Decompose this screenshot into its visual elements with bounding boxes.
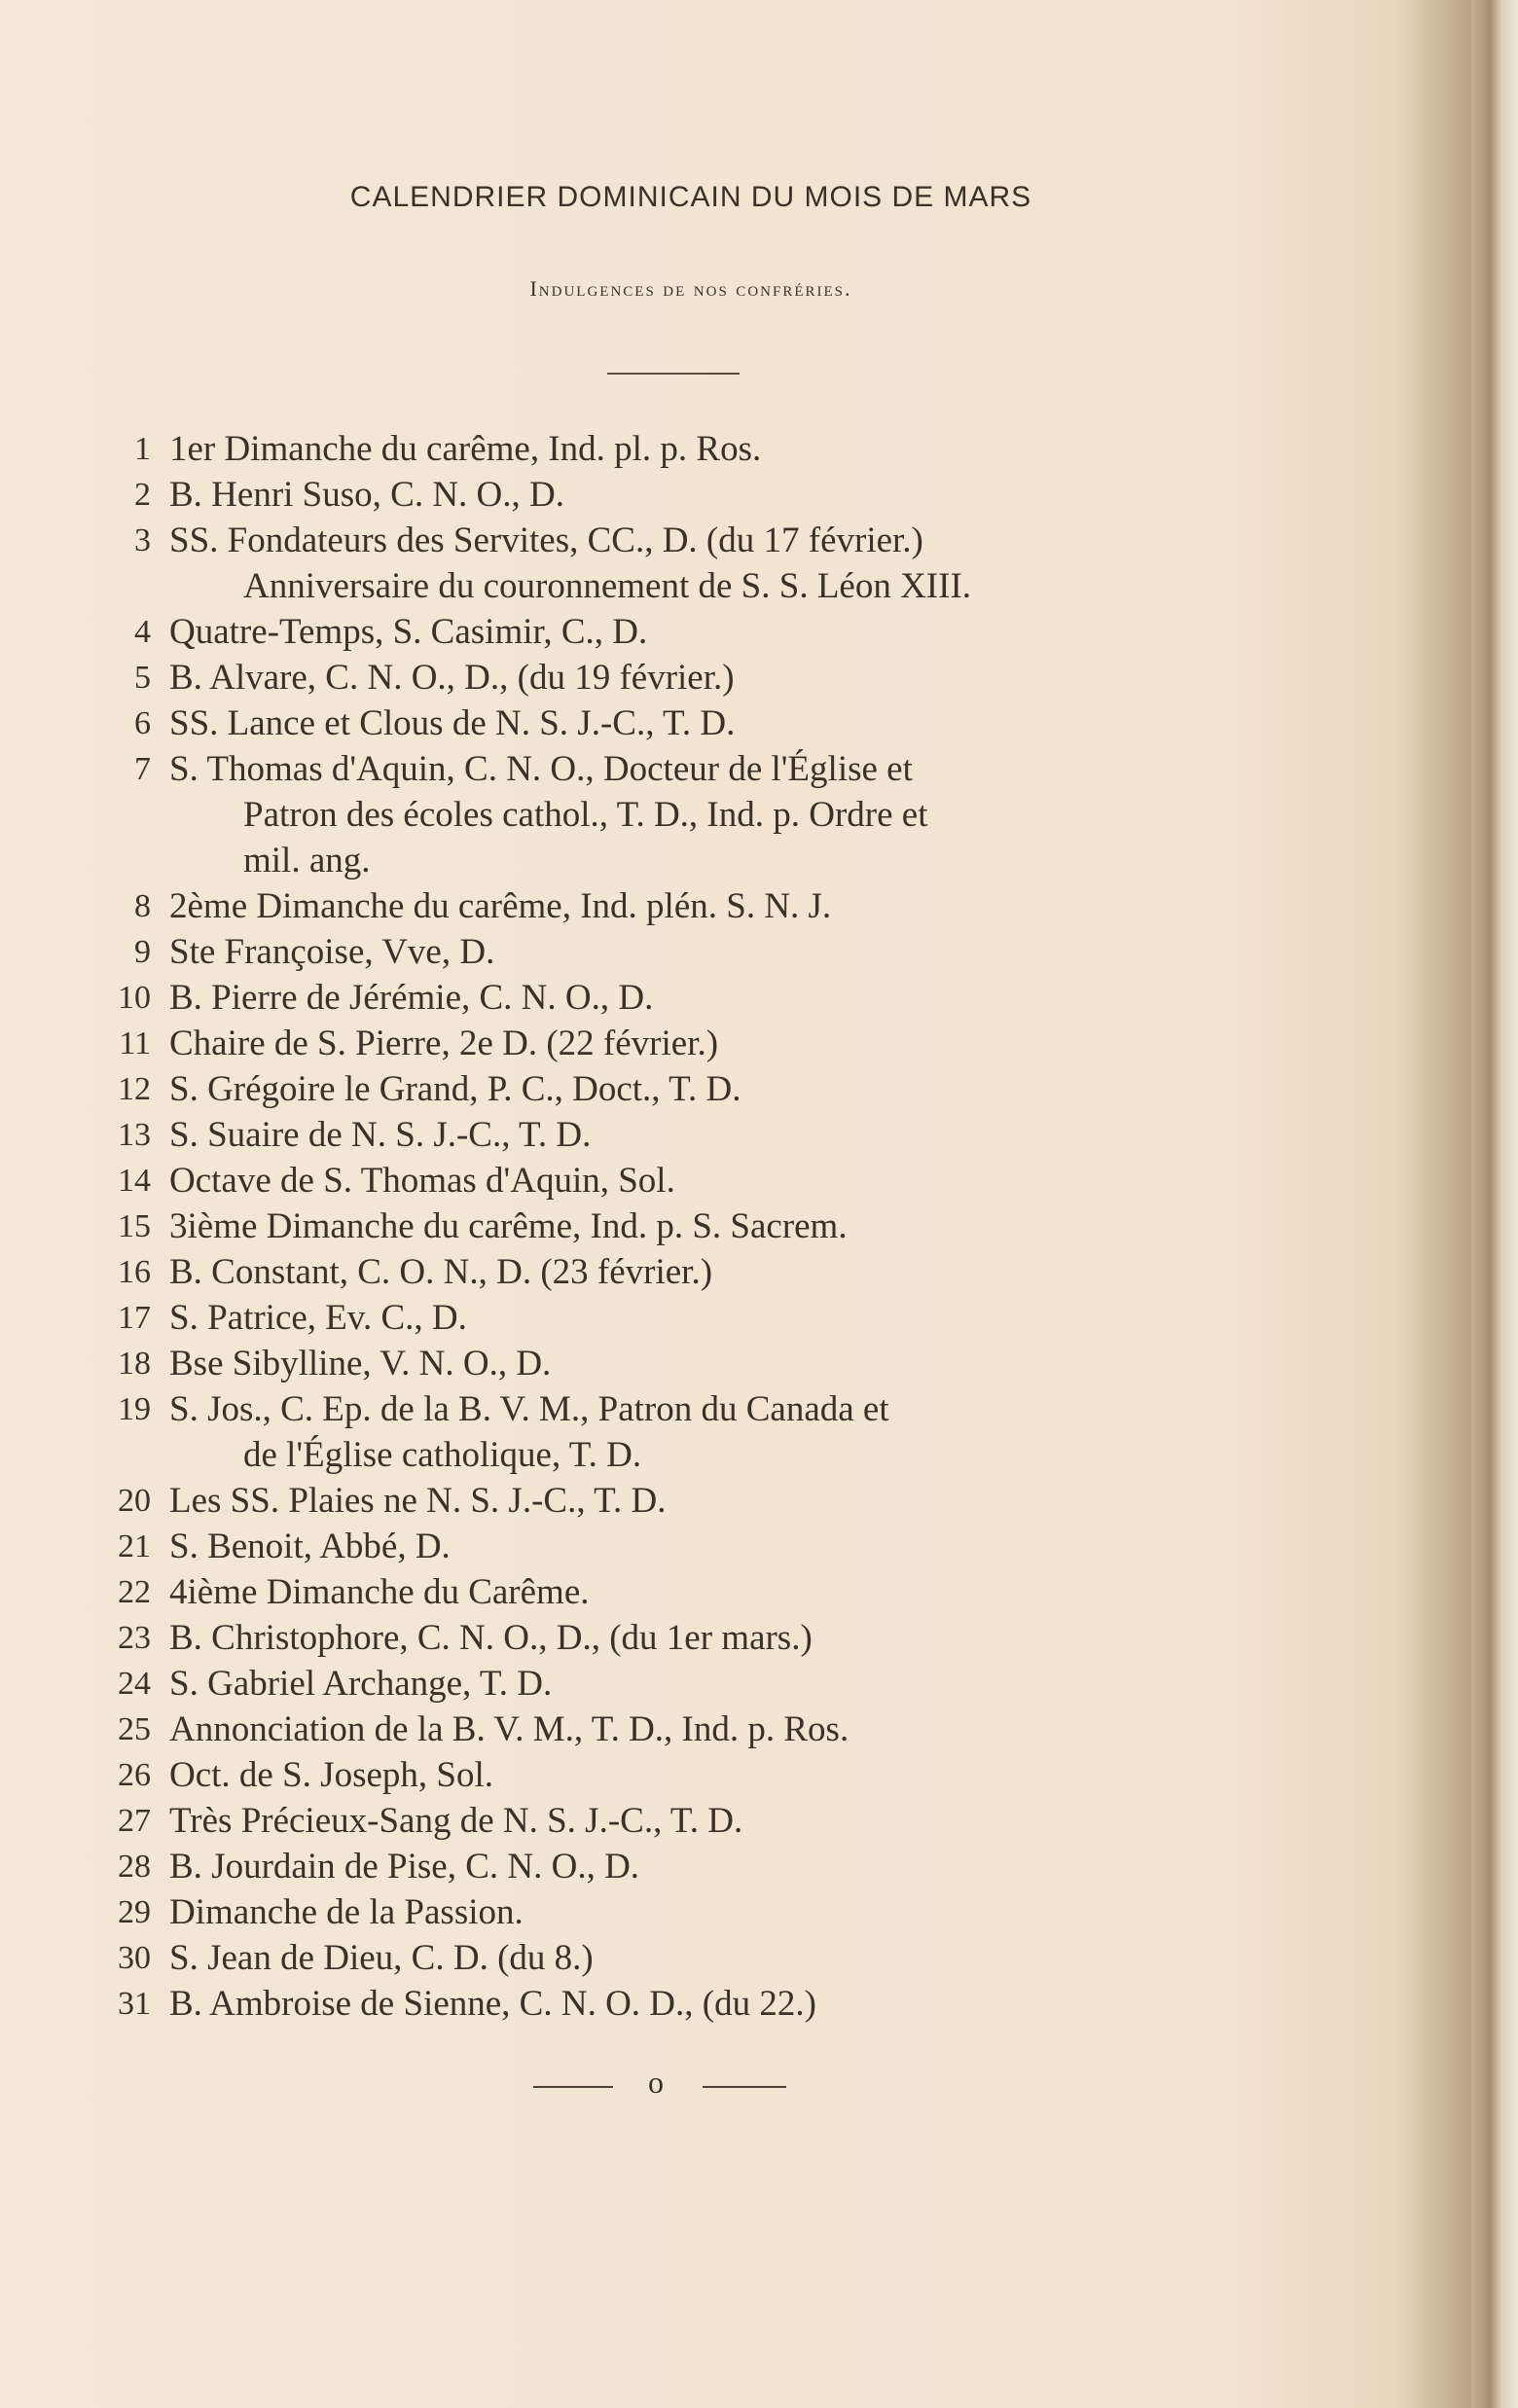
entry-day-number: 13	[118, 1117, 151, 1153]
entry-text: S. Patrice, Ev. C., D.	[169, 1298, 467, 1338]
entry-text: 2ème Dimanche du carême, Ind. plén. S. N. J.	[169, 886, 832, 926]
entry-text-continuation: de l'Église catholique, T. D.	[243, 1435, 642, 1475]
entry-day-number: 21	[118, 1528, 151, 1564]
entry-text: Chaire de S. Pierre, 2e D. (22 février.)	[169, 1024, 719, 1063]
calendar-entry	[107, 1661, 1294, 1707]
entry-text: 4ième Dimanche du Carême.	[169, 1572, 590, 1612]
calendar-entry	[107, 929, 1294, 975]
entry-text: S. Thomas d'Aquin, C. N. O., Docteur de l'Église et	[169, 749, 913, 789]
entry-text: B. Ambroise de Sienne, C. N. O. D., (du 22.)	[169, 1984, 816, 2024]
calendar-entry	[107, 655, 1294, 701]
entry-text: B. Pierre de Jérémie, C. N. O., D.	[169, 978, 654, 1018]
calendar-entry	[107, 1021, 1294, 1066]
entry-day-number: 12	[118, 1071, 151, 1107]
calendar-entry	[107, 1752, 1294, 1798]
entry-day-number: 23	[118, 1620, 151, 1656]
calendar-entry	[107, 746, 1294, 883]
entry-day-number: 2	[134, 477, 151, 513]
entry-day-number: 5	[134, 660, 151, 696]
calendar-entry	[107, 518, 1294, 609]
calendar-entry	[107, 701, 1294, 746]
entry-text: Très Précieux-Sang de N. S. J.-C., T. D.	[169, 1801, 743, 1841]
entry-day-number: 29	[118, 1894, 151, 1930]
calendar-entry	[107, 883, 1294, 929]
footer-mark: o	[648, 2065, 664, 2100]
calendar-entry	[107, 472, 1294, 518]
entry-text: SS. Fondateurs des Servites, CC., D. (du 17 février.)	[169, 521, 923, 560]
entry-day-number: 20	[118, 1483, 151, 1519]
calendar-entry	[107, 1615, 1294, 1661]
entry-text-continuation: Anniversaire du couronnement de S. S. Léon XIII.	[243, 566, 972, 606]
entry-day-number: 31	[118, 1986, 151, 2022]
entry-day-number: 11	[119, 1025, 151, 1061]
entry-day-number: 27	[118, 1803, 151, 1839]
calendar-entry	[107, 1295, 1294, 1341]
entry-text: S. Jos., C. Ep. de la B. V. M., Patron du Canada et	[169, 1389, 889, 1429]
calendar-entry	[107, 1478, 1294, 1524]
calendar-entry	[107, 1844, 1294, 1889]
page-edge	[1471, 0, 1518, 2408]
entry-day-number: 18	[118, 1346, 151, 1382]
page-title: CALENDRIER DOMINICAIN DU MOIS DE MARS	[349, 181, 1032, 213]
footer-rule-right	[703, 2086, 786, 2088]
calendar-entry	[107, 1158, 1294, 1204]
calendar-entry	[107, 1707, 1294, 1752]
calendar-entry	[107, 1798, 1294, 1844]
entry-day-number: 8	[134, 888, 151, 924]
entry-text: B. Henri Suso, C. N. O., D.	[169, 475, 564, 515]
footer-rule-left	[533, 2086, 613, 2088]
calendar-entry	[107, 1981, 1294, 2027]
entry-text: B. Christophore, C. N. O., D., (du 1er mars.)	[169, 1618, 813, 1658]
entry-day-number: 16	[118, 1254, 151, 1290]
entry-day-number: 6	[134, 705, 151, 741]
calendar-entry	[107, 1341, 1294, 1386]
calendar-list	[107, 426, 1294, 2027]
calendar-entry	[107, 1249, 1294, 1295]
entry-day-number: 19	[118, 1391, 151, 1427]
calendar-entry	[107, 426, 1294, 472]
entry-day-number: 22	[118, 1574, 151, 1610]
entry-text: S. Benoit, Abbé, D.	[169, 1527, 451, 1566]
entry-day-number: 1	[134, 431, 151, 467]
calendar-entry	[107, 1112, 1294, 1158]
entry-day-number: 25	[118, 1711, 151, 1747]
entry-day-number: 4	[134, 614, 151, 650]
entry-text: Les SS. Plaies ne N. S. J.-C., T. D.	[169, 1481, 667, 1521]
entry-day-number: 15	[118, 1208, 151, 1244]
entry-text: S. Jean de Dieu, C. D. (du 8.)	[169, 1938, 594, 1978]
entry-day-number: 10	[118, 980, 151, 1016]
entry-text: Annonciation de la B. V. M., T. D., Ind. p. Ros.	[169, 1709, 849, 1749]
divider-rule	[607, 373, 740, 375]
calendar-entry	[107, 1204, 1294, 1249]
calendar-entry	[107, 1066, 1294, 1112]
entry-day-number: 14	[118, 1163, 151, 1199]
entry-text: 1er Dimanche du carême, Ind. pl. p. Ros.	[169, 429, 762, 469]
entry-text: S. Gabriel Archange, T. D.	[169, 1664, 553, 1704]
entry-text: Oct. de S. Joseph, Sol.	[169, 1755, 493, 1795]
entry-day-number: 7	[134, 751, 151, 787]
entry-text: Ste Françoise, Vve, D.	[169, 932, 495, 972]
entry-text-continuation: Patron des écoles cathol., T. D., Ind. p. Ordre et	[243, 795, 928, 835]
entry-day-number: 24	[118, 1666, 151, 1702]
entry-text: S. Suaire de N. S. J.-C., T. D.	[169, 1115, 592, 1155]
entry-text: Quatre-Temps, S. Casimir, C., D.	[169, 612, 648, 652]
entry-day-number: 3	[134, 522, 151, 558]
calendar-entry	[107, 1386, 1294, 1478]
entry-text: SS. Lance et Clous de N. S. J.-C., T. D.	[169, 703, 736, 743]
entry-text: B. Jourdain de Pise, C. N. O., D.	[169, 1847, 640, 1887]
entry-text: 3ième Dimanche du carême, Ind. p. S. Sacrem.	[169, 1206, 848, 1246]
calendar-entry	[107, 609, 1294, 655]
entry-text: S. Grégoire le Grand, P. C., Doct., T. D.	[169, 1069, 741, 1109]
entry-text: Bse Sibylline, V. N. O., D.	[169, 1344, 552, 1384]
calendar-entry	[107, 1889, 1294, 1935]
entry-day-number: 17	[118, 1300, 151, 1336]
entry-text: B. Constant, C. O. N., D. (23 février.)	[169, 1252, 713, 1292]
calendar-entry	[107, 1569, 1294, 1615]
entry-text: Dimanche de la Passion.	[169, 1892, 524, 1932]
entry-text-continuation: mil. ang.	[243, 841, 371, 881]
calendar-entry	[107, 1935, 1294, 1981]
footer-ornament	[533, 2065, 786, 2109]
calendar-entry	[107, 1524, 1294, 1569]
calendar-entry	[107, 975, 1294, 1021]
entry-day-number: 30	[118, 1940, 151, 1976]
entry-text: B. Alvare, C. N. O., D., (du 19 février.)	[169, 658, 735, 698]
page-subtitle: Indulgences de nos confréries.	[529, 276, 852, 301]
entry-day-number: 9	[134, 934, 151, 970]
entry-text: Octave de S. Thomas d'Aquin, Sol.	[169, 1161, 675, 1201]
entry-day-number: 26	[118, 1757, 151, 1793]
entry-day-number: 28	[118, 1849, 151, 1885]
